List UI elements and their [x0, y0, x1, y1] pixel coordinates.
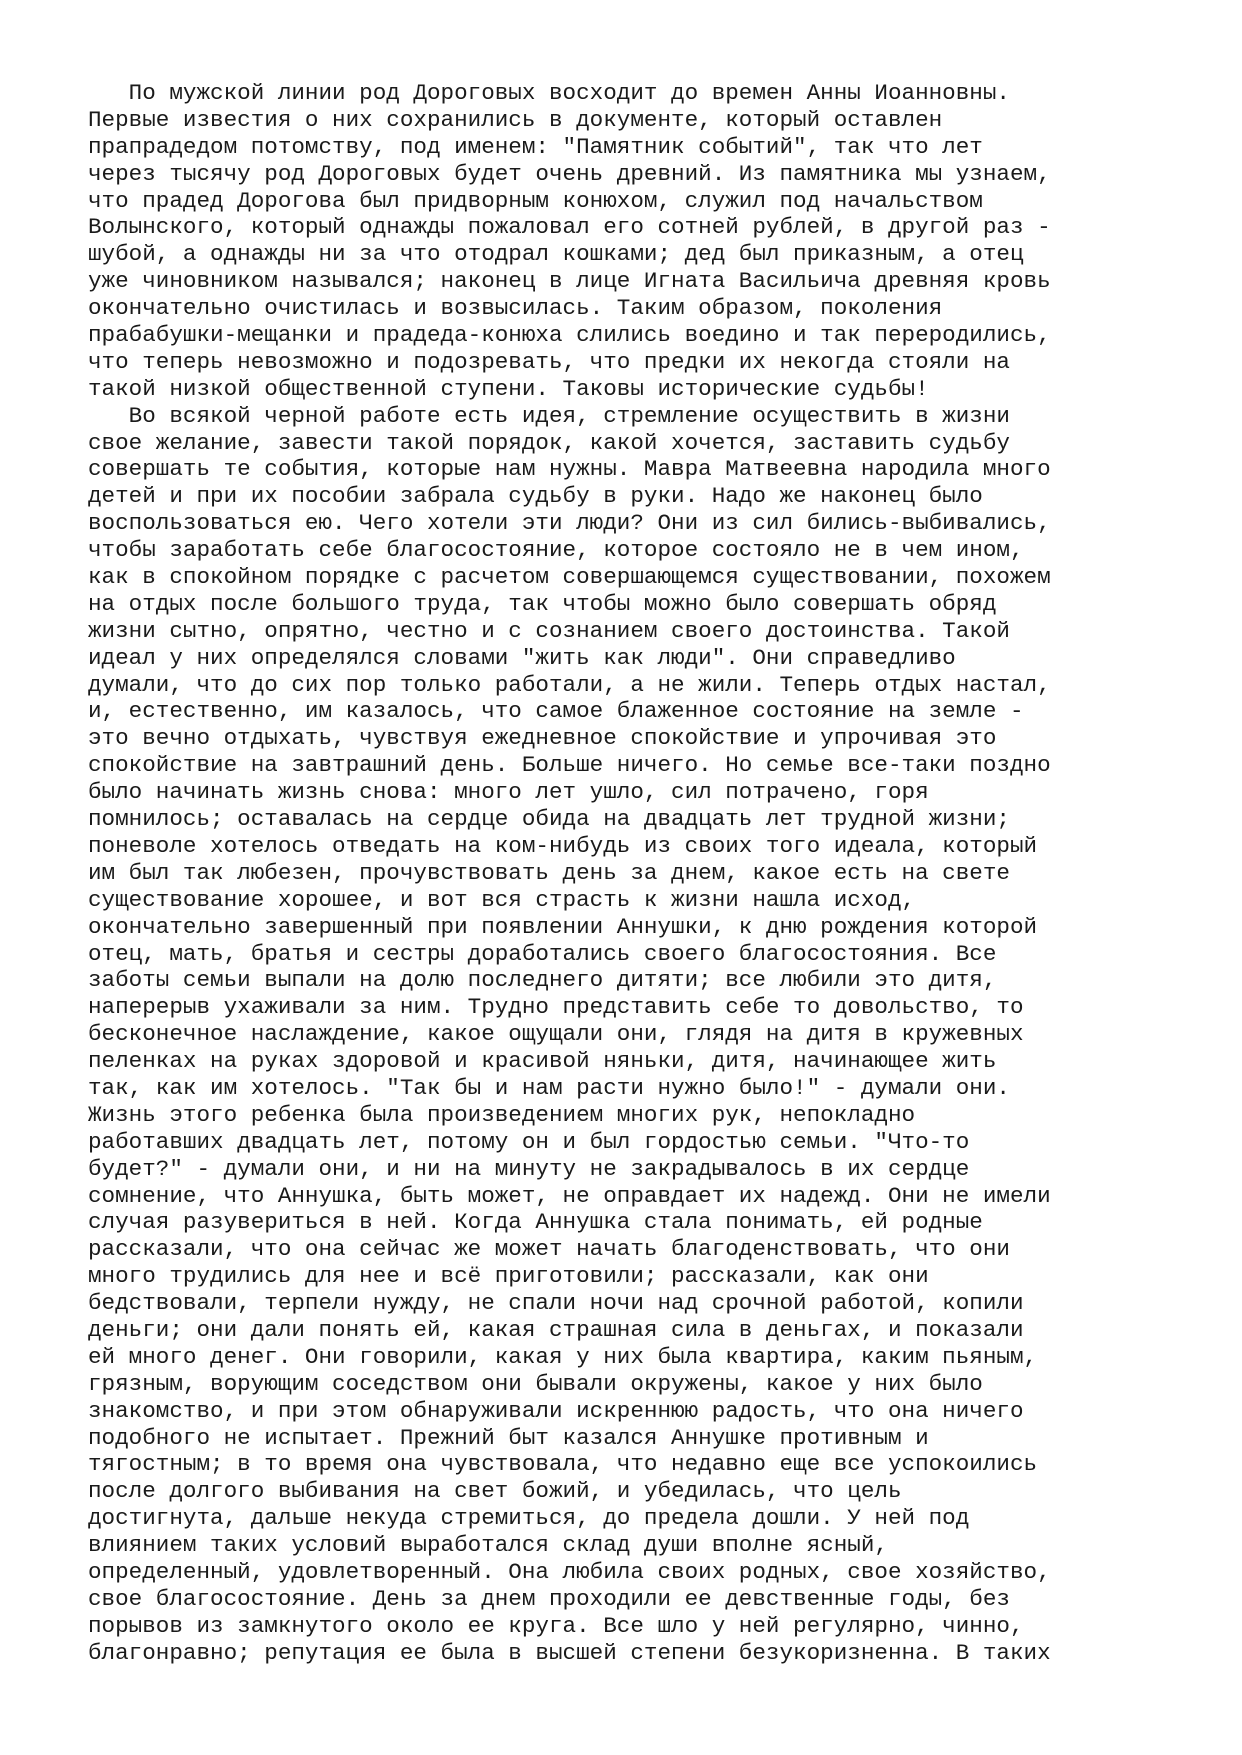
text-line: благонравно; репутация ее была в высшей степени безукоризненна. В таких	[88, 1639, 1051, 1666]
text-line: заботы семьи выпали на долю последнего дитяти; все любили это дитя,	[88, 967, 997, 994]
text-line: помнилось; оставалась на сердце обида на двадцать лет трудной жизни;	[88, 806, 1010, 833]
text-line: прабабушки-мещанки и прадеда-конюха слились воедино и так переродились,	[88, 322, 1051, 349]
text-line: тягостным; в то время она чувствовала, что недавно еще все успокоились	[88, 1451, 1038, 1478]
text-line: им был так любезен, прочувствовать день за днем, какое есть на свете	[88, 859, 1010, 886]
text-line: детей и при их пособии забрала судьбу в руки. Надо же наконец было	[88, 483, 983, 510]
text-line: отец, мать, братья и сестры доработались своего благосостояния. Все	[88, 940, 997, 967]
text-line: было начинать жизнь снова: много лет ушло, сил потрачено, горя	[88, 779, 929, 806]
body-text	[88, 80, 1168, 1667]
text-line: что теперь невозможно и подозревать, что предки их некогда стояли на	[88, 348, 1010, 375]
text-line: определенный, удовлетворенный. Она любила своих родных, свое хозяйство,	[88, 1558, 1051, 1585]
text-line: прапрадедом потомству, под именем: "Памятник событий", так что лет	[88, 133, 983, 160]
text-line: влиянием таких условий выработался склад души вполне ясный,	[88, 1532, 888, 1559]
text-line: чтобы заработать себе благосостояние, которое состояло не в чем ином,	[88, 537, 1024, 564]
text-line: такой низкой общественной ступени. Таковы исторические судьбы!	[88, 375, 929, 402]
text-line: воспользоваться ею. Чего хотели эти люди? Они из сил бились-выбивались,	[88, 510, 1051, 537]
text-line: и, естественно, им казалось, что самое блаженное состояние на земле -	[88, 698, 1024, 725]
text-line: пеленках на руках здоровой и красивой няньки, дитя, начинающее жить	[88, 1048, 997, 1075]
text-line: ей много денег. Они говорили, какая у них была квартира, каким пьяным,	[88, 1343, 1038, 1370]
text-line: наперерыв ухаживали за ним. Трудно представить себе то довольство, то	[88, 994, 1024, 1021]
text-line: порывов из замкнутого около ее круга. Все шло у ней регулярно, чинно,	[88, 1612, 1024, 1639]
text-line: совершать те события, которые нам нужны. Мавра Матвеевна народила много	[88, 456, 1051, 483]
text-line: существование хорошее, и вот вся страсть к жизни нашла исход,	[88, 886, 916, 913]
text-line: бедствовали, терпели нужду, не спали ночи над срочной работой, копили	[88, 1290, 1024, 1317]
text-line: жизни сытно, опрятно, честно и с сознанием своего достоинства. Такой	[88, 617, 1010, 644]
text-line: грязным, ворующим соседством они бывали окружены, какое у них было	[88, 1370, 983, 1397]
text-line: так, как им хотелось. "Так бы и нам расти нужно было!" - думали они.	[88, 1074, 1010, 1101]
text-line: деньги; они дали понять ей, какая страшная сила в деньгах, и показали	[88, 1316, 1024, 1343]
text-line: спокойствие на завтрашний день. Больше ничего. Но семье все-таки поздно	[88, 752, 1051, 779]
text-line: поневоле хотелось отведать на ком-нибудь из своих того идеала, который	[88, 832, 1038, 859]
text-line: достигнута, дальше некуда стремиться, до предела дошли. У ней под	[88, 1505, 970, 1532]
text-line: свое благосостояние. День за днем проходили ее девственные годы, без	[88, 1585, 1010, 1612]
text-line: будет?" - думали они, и ни на минуту не закрадывалось в их сердце	[88, 1155, 970, 1182]
text-line: Жизнь этого ребенка была произведением многих рук, непокладно	[88, 1101, 916, 1128]
text-line: на отдых после большого труда, так чтобы можно было совершать обряд	[88, 590, 997, 617]
text-line: рассказали, что она сейчас же может начать благоденствовать, что они	[88, 1236, 1010, 1263]
text-line: что прадед Дорогова был придворным конюхом, служил под начальством	[88, 187, 983, 214]
text-line: Первые известия о них сохранились в документе, который оставлен	[88, 106, 943, 133]
text-line: окончательно завершенный при появлении Аннушки, к дню рождения которой	[88, 913, 1038, 940]
text-line: это вечно отдыхать, чувствуя ежедневное спокойствие и упрочивая это	[88, 725, 997, 752]
text-line: случая разувериться в ней. Когда Аннушка стала понимать, ей родные	[88, 1209, 983, 1236]
text-line: шубой, а однажды ни за что отодрал кошками; дед был приказным, а отец	[88, 241, 1024, 268]
text-line: По мужской линии род Дороговых восходит до времен Анны Иоанновны.	[88, 80, 1010, 106]
text-line: свое желание, завести такой порядок, какой хочется, заставить судьбу	[88, 429, 1010, 456]
text-line: работавших двадцать лет, потому он и был гордостью семьи. "Что-то	[88, 1128, 970, 1155]
text-line: сомнение, что Аннушка, быть может, не оправдает их надежд. Они не имели	[88, 1182, 1051, 1209]
text-line: много трудились для нее и всё приготовили; рассказали, как они	[88, 1263, 929, 1290]
text-line: Волынского, который однажды пожаловал его сотней рублей, в другой раз -	[88, 214, 1051, 241]
text-line: уже чиновником назывался; наконец в лице Игната Васильича древняя кровь	[88, 268, 1051, 295]
text-line: как в спокойном порядке с расчетом совершающемся существовании, похожем	[88, 564, 1051, 591]
text-line: Во всякой черной работе есть идея, стремление осуществить в жизни	[88, 402, 1010, 429]
text-line: идеал у них определялся словами "жить как люди". Они справедливо	[88, 644, 956, 671]
text-line: думали, что до сих пор только работали, а не жили. Теперь отдых настал,	[88, 671, 1051, 698]
text-line: бесконечное наслаждение, какое ощущали они, глядя на дитя в кружевных	[88, 1021, 1024, 1048]
text-line: окончательно очистилась и возвысилась. Таким образом, поколения	[88, 295, 943, 322]
text-line: подобного не испытает. Прежний быт казался Аннушке противным и	[88, 1424, 929, 1451]
text-line: знакомство, и при этом обнаруживали искреннюю радость, что она ничего	[88, 1397, 1024, 1424]
text-line: после долгого выбивания на свет божий, и убедилась, что цель	[88, 1478, 902, 1505]
text-line: через тысячу род Дороговых будет очень древний. Из памятника мы узнаем,	[88, 160, 1051, 187]
